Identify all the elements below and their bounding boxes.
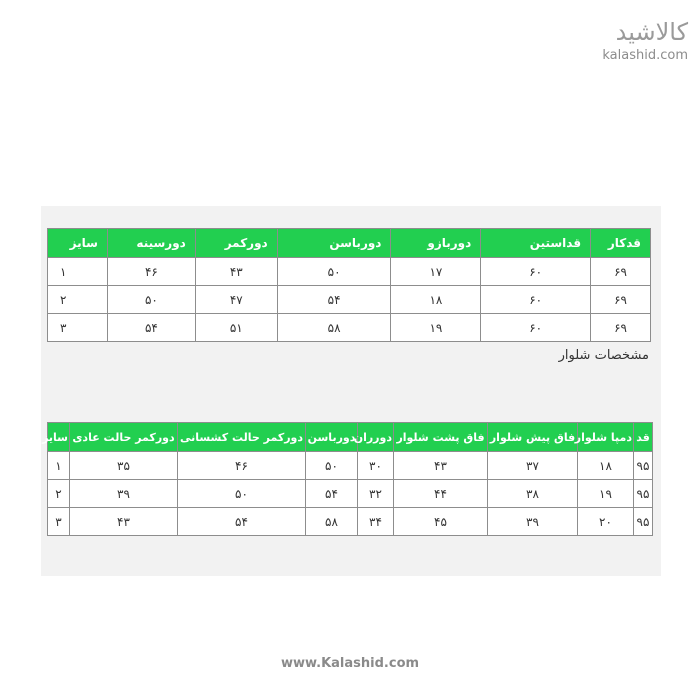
table-cell: ۶۰ (481, 286, 591, 314)
header-cell: فاق پیش شلوار (488, 423, 578, 452)
table-cell: ۴۴ (394, 480, 488, 508)
table-cell: ۶۰ (481, 258, 591, 286)
table-cell: ۹۵ (634, 508, 653, 536)
table-cell: ۲۰ (578, 508, 634, 536)
header-cell: قداستین (481, 229, 591, 258)
table-cell: ۹۵ (634, 452, 653, 480)
header-cell: فاق پشت شلوار (394, 423, 488, 452)
table-cell: ۳۹ (70, 480, 178, 508)
header-cell: دورکمر حالت عادی (70, 423, 178, 452)
table-cell: ۴۳ (195, 258, 277, 286)
table-cell: ۱۸ (578, 452, 634, 480)
header-cell: دوربازو (391, 229, 481, 258)
header-cell: دورکمر (195, 229, 277, 258)
table-cell: ۹۵ (634, 480, 653, 508)
table-cell: ۶۹ (591, 314, 651, 342)
table-cell: ۶۰ (481, 314, 591, 342)
table-cell: ۳۴ (358, 508, 394, 536)
brand-name-fa: کالاشید (615, 18, 688, 46)
header-cell: دورباسن (277, 229, 391, 258)
table-cell: ۱۷ (391, 258, 481, 286)
table-cell: ۳ (48, 314, 108, 342)
table-cell: ۱۸ (391, 286, 481, 314)
table-cell: ۳۸ (488, 480, 578, 508)
header-cell: قدکار (591, 229, 651, 258)
header-cell: سایز (48, 423, 70, 452)
table-cell: ۵۴ (178, 508, 306, 536)
header-cell: دورکمر حالت کشسانی (178, 423, 306, 452)
table-cell: ۳۲ (358, 480, 394, 508)
table-cell: ۴۳ (394, 452, 488, 480)
table-row (48, 314, 651, 342)
table-cell: ۵۱ (195, 314, 277, 342)
table-cell: ۶۹ (591, 258, 651, 286)
table-cell: ۲ (48, 480, 70, 508)
table-cell: ۴۶ (178, 452, 306, 480)
table-cell: ۴۷ (195, 286, 277, 314)
table-cell: ۵۸ (306, 508, 358, 536)
table-cell: ۴۳ (70, 508, 178, 536)
table-cell: ۵۴ (107, 314, 195, 342)
pants-section-title: مشخصات شلوار (558, 348, 649, 363)
table-cell: ۵۴ (306, 480, 358, 508)
table-cell: ۱۹ (578, 480, 634, 508)
table-cell: ۳۷ (488, 452, 578, 480)
table-cell: ۵۰ (178, 480, 306, 508)
header-cell: دمپا شلوار (578, 423, 634, 452)
table-row (48, 508, 653, 536)
header-cell: دورباسن (306, 423, 358, 452)
table-cell: ۲ (48, 286, 108, 314)
table-row (48, 480, 653, 508)
table-cell: ۴۵ (394, 508, 488, 536)
table-cell: ۱ (48, 452, 70, 480)
table-cell: ۱ (48, 258, 108, 286)
size-chart-panel (41, 206, 661, 576)
header-cell: دورران (358, 423, 394, 452)
brand-logo (558, 18, 688, 64)
table-row (48, 452, 653, 480)
table-cell: ۶۹ (591, 286, 651, 314)
table-row (48, 286, 651, 314)
table-cell: ۵۰ (277, 258, 391, 286)
brand-name-en: kalashid.com (602, 48, 688, 63)
table-header-row (48, 423, 653, 452)
table-row (48, 258, 651, 286)
table-cell: ۵۰ (306, 452, 358, 480)
table-cell: ۳۵ (70, 452, 178, 480)
pants-size-table (42, 422, 653, 536)
table-cell: ۴۶ (107, 258, 195, 286)
table-cell: ۵۴ (277, 286, 391, 314)
site-url-footer: www.Kalashid.com (280, 656, 420, 671)
header-cell: قد (634, 423, 653, 452)
header-cell: دورسینه (107, 229, 195, 258)
table-cell: ۳ (48, 508, 70, 536)
table-cell: ۳۹ (488, 508, 578, 536)
table-cell: ۵۸ (277, 314, 391, 342)
table-cell: ۵۰ (107, 286, 195, 314)
table-header-row (48, 229, 651, 258)
table-cell: ۱۹ (391, 314, 481, 342)
shirt-size-table (47, 228, 651, 342)
header-cell: سایز (48, 229, 108, 258)
table-cell: ۳۰ (358, 452, 394, 480)
